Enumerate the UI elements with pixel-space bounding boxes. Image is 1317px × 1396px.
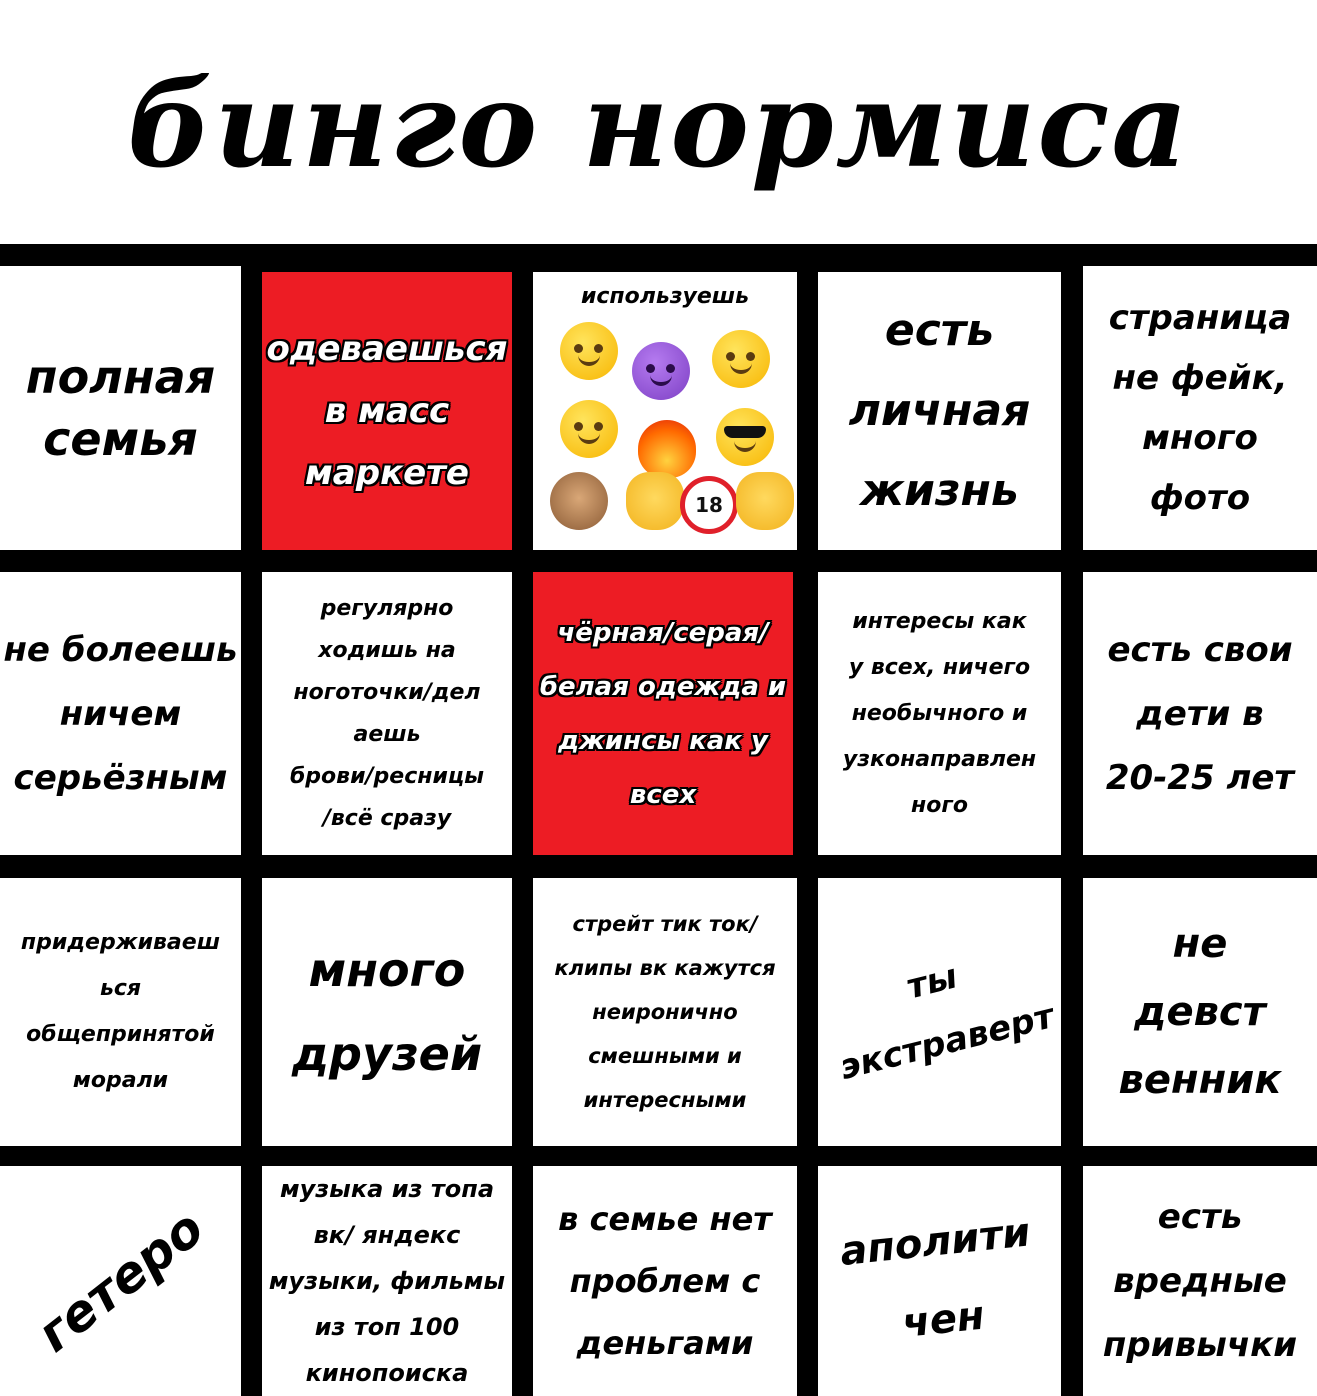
bingo-cell-not-virgin[interactable] xyxy=(1083,878,1317,1146)
bingo-cell-personal-life[interactable] xyxy=(818,272,1061,550)
bingo-cell-hetero[interactable] xyxy=(0,1166,241,1396)
cell-text: не болеешь ничем серьёзным xyxy=(3,629,238,798)
bingo-cell-common-morals[interactable] xyxy=(0,878,241,1146)
cell-text: чёрная/серая/ белая одежда и джинсы как у всех xyxy=(539,617,787,810)
cell-text: в семье нет проблем с деньгами xyxy=(558,1200,772,1362)
cell-text: аполити чен xyxy=(838,1209,1033,1347)
smirk-icon xyxy=(560,400,618,458)
cell-text: есть вредные привычки xyxy=(1102,1197,1298,1365)
cell-text: используешь xyxy=(580,284,750,309)
cell-text: полная семья xyxy=(25,350,216,466)
bingo-cell-common-interests[interactable] xyxy=(818,572,1061,855)
see-no-evil-icon xyxy=(550,472,608,530)
smiling-imp-icon xyxy=(632,342,690,400)
cell-text: есть свои дети в 20-25 лет xyxy=(1105,629,1295,798)
cell-text: придерживаеш ься общепринятой морали xyxy=(20,930,221,1093)
fire-icon xyxy=(638,420,696,478)
bingo-cell-straight-tiktok[interactable] xyxy=(533,878,797,1146)
rofl-icon xyxy=(560,322,618,380)
cell-text: музыка из топа вк/ яндекс музыки, фильмы из топ 100 кинопоиска xyxy=(268,1175,506,1387)
waving-hand-icon xyxy=(626,472,684,530)
bingo-cell-top-music[interactable] xyxy=(262,1166,512,1396)
cell-text: страница не фейк, много фото xyxy=(1108,298,1292,518)
no-under-18-icon: 18 xyxy=(680,476,738,534)
bingo-cell-full-family[interactable] xyxy=(0,266,241,550)
bingo-cell-many-friends[interactable] xyxy=(262,878,512,1146)
cell-text: есть личная жизнь xyxy=(848,305,1031,516)
cell-text: гетеро xyxy=(26,1198,215,1364)
cell-text: много друзей xyxy=(291,943,483,1081)
cell-text: не девст венник xyxy=(1118,921,1282,1103)
emoji-cluster xyxy=(540,312,790,532)
ok-hand-icon xyxy=(736,472,794,530)
bingo-cell-extravert[interactable] xyxy=(818,878,1061,1146)
cell-text: стрейт тик ток/ клипы вк кажутся неиронично смешными и интересными xyxy=(554,912,776,1112)
bingo-cell-own-children[interactable] xyxy=(1083,572,1317,855)
sunglasses-icon xyxy=(716,408,774,466)
bingo-grid xyxy=(0,244,1317,1396)
bingo-cell-apolitical[interactable] xyxy=(818,1166,1061,1396)
cell-text: интересы как у всех, ничего необычного и узконаправлен ного xyxy=(842,608,1037,818)
bingo-cell-basic-clothes[interactable] xyxy=(533,572,793,855)
cell-text: регулярно ходишь на ноготочки/дел аешь брови/ресницы /всё сразу xyxy=(289,595,485,831)
bingo-cell-beauty-procedures[interactable] xyxy=(262,572,512,855)
bingo-cell-emojis[interactable] xyxy=(533,272,797,550)
joy-icon xyxy=(712,330,770,388)
page-title: бинго нормиса xyxy=(127,55,1190,194)
bingo-cell-no-money-problems[interactable] xyxy=(533,1166,797,1396)
bingo-cell-real-page[interactable] xyxy=(1083,266,1317,550)
bingo-cell-healthy[interactable] xyxy=(0,572,241,855)
bingo-cell-mass-market[interactable] xyxy=(262,272,512,550)
cell-text: ты экстраверт xyxy=(835,956,1059,1088)
bingo-cell-bad-habits[interactable] xyxy=(1083,1166,1317,1396)
cell-text: одеваешься в масс маркете xyxy=(266,329,508,493)
